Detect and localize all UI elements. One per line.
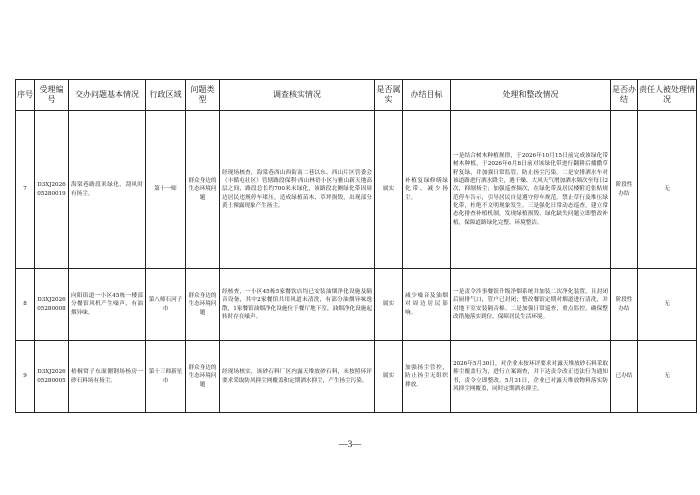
cell-type: 群众身边的生态环境问题: [186, 341, 220, 413]
table-row: [16, 269, 697, 341]
header-region: 行政区域: [146, 80, 186, 111]
cell-seq: 7: [16, 111, 35, 269]
cell-goal: 补植复绿修缮绿化带，减少扬尘。: [403, 111, 451, 269]
cell-region: 第十一师: [146, 111, 186, 269]
cell-concluded: 阶段性办结: [611, 269, 638, 341]
table-header-row: [16, 80, 697, 111]
header-rectification: 处理和整改情况: [451, 80, 611, 111]
header-seq: 序号: [16, 80, 35, 111]
cell-code: D3XJ202605280005: [35, 341, 69, 413]
cell-seq: 8: [16, 269, 35, 341]
cell-rectification: 一是责令涉事餐馆升级净烟系统并加装二次净化装置，且封闭后厨排气口，管户已封闭；整改餐馆定期对烟道进行清洗，并对地下室安装隔音棉。二是加强日常巡查，重点监控，确保整改措施落实到位，保障居民生活环境。: [451, 269, 611, 341]
header-issue: 交办问题基本情况: [69, 80, 146, 111]
cell-type: 群众身边的生态环境问题: [186, 269, 220, 341]
cell-accountability: 无: [638, 269, 697, 341]
cell-verified: 属实: [375, 269, 403, 341]
cell-issue: 向阳街道一小区45栋一楼部分餐馆风机产生噪声，有油烟异味。: [69, 269, 146, 341]
cell-seq: 9: [16, 341, 35, 413]
cell-accountability: 无: [638, 111, 697, 269]
cell-issue: 梧桐窝子东面側钢场杨房一砂石料场有扬尘。: [69, 341, 146, 413]
cell-rectification: 2026年5月30日，对企业未按环评要求对露天堆放砂石料采取抑尘覆盖行为，进行立案调查，并下达责令改正违法行为通知书，责令立即整改。5月31日，企业已对露天堆放物料落实防风抑尘网覆盖，同时定期洒水抑尘。: [451, 341, 611, 413]
cell-goal: 加强扬尘管控，防止扬尘无组织排放。: [403, 341, 451, 413]
report-table: [15, 79, 697, 413]
cell-issue: 海棠巷路段米绿化，刮风时有扬尘。: [69, 111, 146, 269]
cell-region: 第八师石河子市: [146, 269, 186, 341]
header-investigation: 调查核实情况: [220, 80, 375, 111]
table-row: [16, 111, 697, 269]
cell-accountability: 无: [638, 341, 697, 413]
cell-region: 第十三师新星市: [146, 341, 186, 413]
header-code: 受理编号: [35, 80, 69, 111]
cell-investigation: 经核查，一小区45栋5家餐饮店均已安装油烟净化设施及隔音设备，其中2家餐馆共用风道未清洗，有部分油烟异味逸散，1家餐馆油烟净化设施位于餐厅地下室，油烟净化设施起转时存在噪声。: [220, 269, 375, 341]
table-row: [16, 341, 697, 413]
header-accountability: 责任人被处理情况: [638, 80, 697, 111]
cell-rectification: 一是结合树木种植规律，于2026年10月15日前完成该绿化带树木种植，于2026年6月8日前对该绿化带进行翻耕后播撒草籽复绿，并加强日常监管，防止扬尘污染。二是安排洒水车对该道路进行洒水降尘，遇干燥、大风天气增加洒水频次至每日2次，抑制扬尘；加强巡查频次，在绿化带及居民楼附近张贴规范停车告示，引导居民自觉遵守停车规范。禁止草行及堆压绿化带，杜绝不文明现象发生。三是强化日常动态巡查，建立常态化排查补植机制，发现绿植损毁、绿化缺失问题立即整改补植，保障道路绿化完整、环境整洁。: [451, 111, 611, 269]
header-verified: 是否属实: [375, 80, 403, 111]
cell-type: 群众身边的生态环境问题: [186, 111, 220, 269]
cell-verified: 属实: [375, 341, 403, 413]
page-number: —3—: [338, 439, 362, 449]
header-type: 问题类型: [186, 80, 220, 111]
cell-investigation: 经现场核查，海棠巷西山西街南二巷以东、西山片区管委会（丰循屯社区）管辖路段保利·西山林语小区与雅山新天地高层之间，路段总长约700米未绿化，该路段北侧绿化带因周边居民违规停车堵压，造成绿植苗木、草坪损毁，出现部分黄土裸露现象产生扬尘。: [220, 111, 375, 269]
cell-concluded: 阶段性办结: [611, 111, 638, 269]
header-goal: 办结目标: [403, 80, 451, 111]
cell-concluded: 已办结: [611, 341, 638, 413]
cell-code: D3XJ202605280008: [35, 269, 69, 341]
cell-goal: 减少噪音及油烟对周边居民影响。: [403, 269, 451, 341]
header-concluded: 是否办结: [611, 80, 638, 111]
cell-investigation: 经现场核实，该砂石料厂区内露天堆放砂石料，未按照环评要求采取防风抑尘网覆盖和定期洒水抑尘，产生扬尘污染。: [220, 341, 375, 413]
cell-code: D3XJ202605280019: [35, 111, 69, 269]
cell-verified: 属实: [375, 111, 403, 269]
